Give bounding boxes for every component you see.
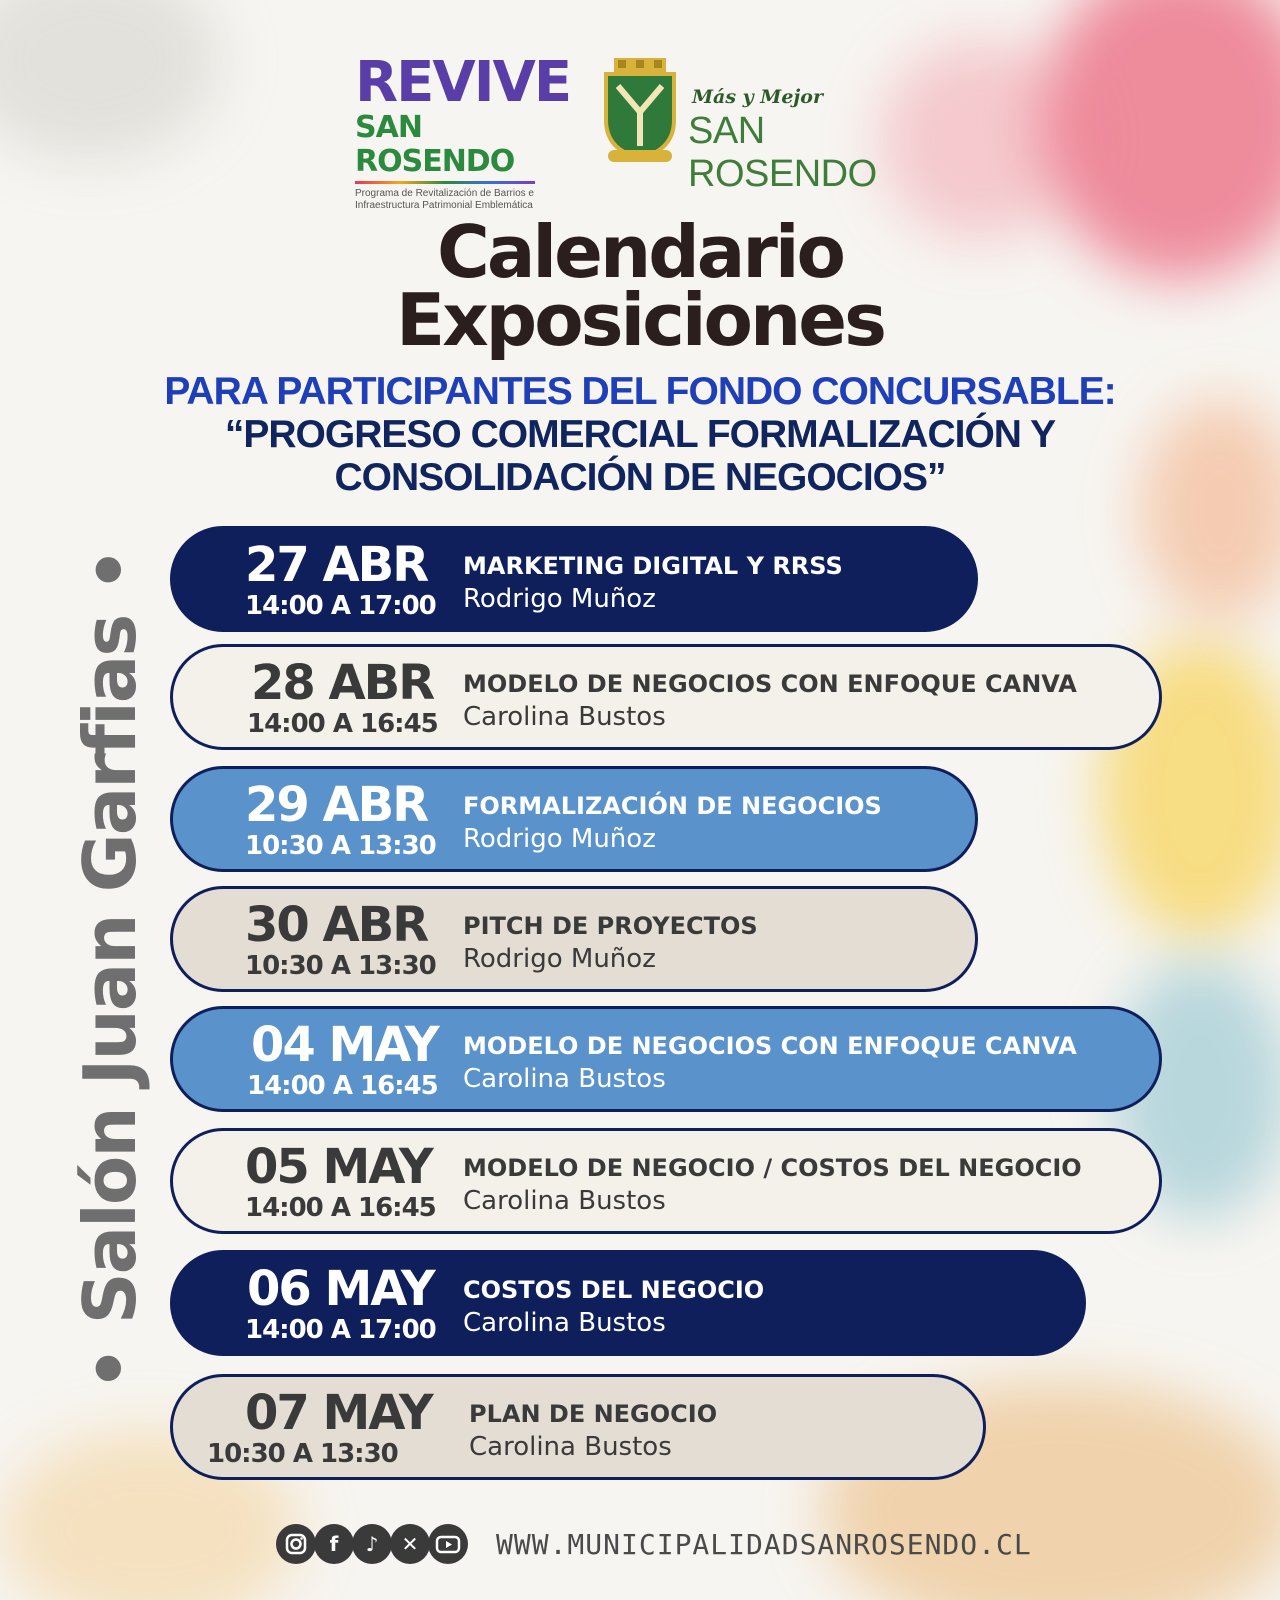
session-topic: PLAN DE NEGOCIO — [469, 1400, 718, 1428]
x-icon[interactable]: ✕ — [390, 1524, 430, 1564]
session-speaker: Carolina Bustos — [463, 1186, 666, 1216]
title-line-1: Calendario — [437, 210, 843, 294]
session-topic: MODELO DE NEGOCIO / COSTOS DEL NEGOCIO — [463, 1154, 1082, 1182]
session-time: 10:30 A 13:30 — [245, 831, 436, 861]
website-link[interactable]: WWW.MUNICIPALIDADSANROSENDO.CL — [496, 1528, 1032, 1561]
revive-logo-subtitle-1: Programa de Revitalización de Barrios e — [355, 188, 534, 199]
session-row — [170, 1374, 986, 1480]
session-time: 14:00 A 17:00 — [245, 591, 436, 621]
session-date: 06 MAY — [247, 1261, 434, 1317]
subtitle — [60, 370, 1220, 499]
session-date: 28 ABR — [251, 655, 434, 711]
title-line-2: Exposiciones — [396, 278, 884, 362]
municipal-logo-tagline: Más y Mejor — [692, 86, 823, 108]
session-speaker: Rodrigo Muñoz — [463, 944, 656, 974]
session-topic: COSTOS DEL NEGOCIO — [463, 1276, 765, 1304]
session-time: 14:00 A 17:00 — [245, 1315, 436, 1345]
session-date: 29 ABR — [245, 777, 428, 833]
revive-logo — [355, 50, 571, 212]
revive-logo-word: REVIVE — [355, 50, 571, 115]
youtube-icon[interactable] — [428, 1524, 468, 1564]
session-date: 07 MAY — [245, 1385, 432, 1441]
session-speaker: Carolina Bustos — [463, 1308, 666, 1338]
session-date: 27 ABR — [245, 537, 428, 593]
session-speaker: Rodrigo Muñoz — [463, 824, 656, 854]
session-topic: MODELO DE NEGOCIOS CON ENFOQUE CANVA — [463, 670, 1077, 698]
session-time: 14:00 A 16:45 — [247, 709, 438, 739]
municipal-logo-name: SAN ROSENDO — [688, 110, 877, 195]
page-title — [0, 210, 1280, 362]
session-speaker: Carolina Bustos — [463, 1064, 666, 1094]
session-speaker: Carolina Bustos — [463, 702, 666, 732]
session-row — [170, 526, 978, 632]
tiktok-icon[interactable]: ♪ — [352, 1524, 392, 1564]
session-row — [170, 1250, 1086, 1356]
subtitle-line-3: CONSOLIDACIÓN DE NEGOCIOS” — [334, 456, 946, 499]
session-row — [170, 1128, 1162, 1234]
revive-logo-stripe — [355, 181, 535, 184]
session-time: 14:00 A 16:45 — [247, 1071, 438, 1101]
session-speaker: Rodrigo Muñoz — [463, 584, 656, 614]
session-row — [170, 1006, 1162, 1112]
venue-label-text: • Salón Juan Garfias • — [68, 548, 152, 1392]
session-topic: MODELO DE NEGOCIOS CON ENFOQUE CANVA — [463, 1032, 1077, 1060]
municipal-logo — [600, 58, 930, 195]
subtitle-line-1: PARA PARTICIPANTES DEL FONDO CONCURSABLE: — [164, 370, 1116, 413]
revive-logo-place: SAN ROSENDO — [355, 110, 515, 179]
subtitle-line-2: “PROGRESO COMERCIAL FORMALIZACIÓN Y — [224, 413, 1056, 456]
session-row — [170, 886, 978, 992]
session-row — [170, 644, 1162, 750]
session-time: 10:30 A 13:30 — [245, 951, 436, 981]
session-time: 10:30 A 13:30 — [207, 1439, 398, 1469]
coat-of-arms-icon — [600, 58, 680, 168]
session-topic: MARKETING DIGITAL Y RRSS — [463, 552, 843, 580]
session-topic: PITCH DE PROYECTOS — [463, 912, 758, 940]
paint-splash-top-left — [0, 0, 220, 160]
session-date: 30 ABR — [245, 897, 428, 953]
facebook-icon[interactable]: f — [314, 1524, 354, 1564]
footer — [276, 1520, 1032, 1570]
session-topic: FORMALIZACIÓN DE NEGOCIOS — [463, 792, 882, 820]
revive-logo-subtitle-2: Infraestructura Patrimonial Emblemática — [355, 200, 533, 211]
session-date: 05 MAY — [245, 1139, 432, 1195]
session-date: 04 MAY — [251, 1017, 438, 1073]
session-time: 14:00 A 16:45 — [245, 1193, 436, 1223]
instagram-icon[interactable] — [276, 1524, 316, 1564]
session-row — [170, 766, 978, 872]
session-speaker: Carolina Bustos — [469, 1432, 672, 1462]
